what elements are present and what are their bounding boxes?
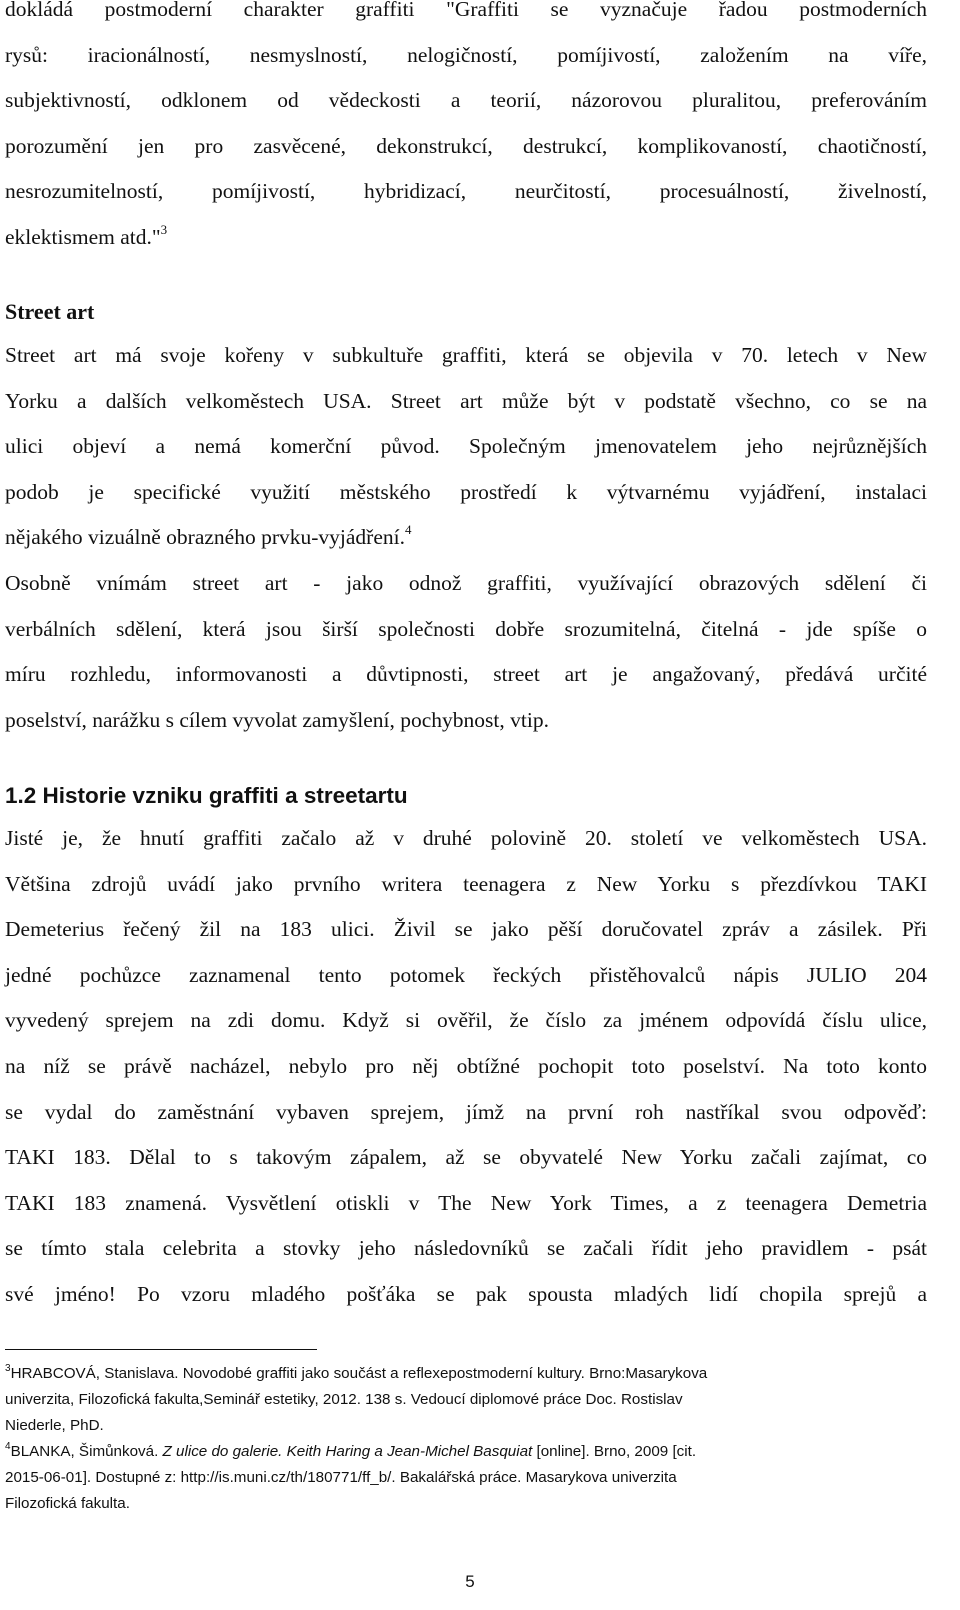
text-line: na níž se právě nacházel, nebylo pro něj obtížné pochopit toto poselství. Na toto konto bbox=[5, 1053, 927, 1078]
text-line: ulici objeví a nemá komerční původ. Společným jmenovatelem jeho nejrůznějších bbox=[5, 434, 927, 459]
footnote-line: Filozofická fakulta. bbox=[5, 1495, 130, 1512]
text-line: eklektismem atd." bbox=[5, 224, 161, 249]
page-number: 5 bbox=[465, 1572, 475, 1591]
text-line-with-footnote bbox=[5, 515, 927, 561]
footnote-line: univerzita, Filozofická fakulta,Seminář estetiky, 2012. 138 s. Vedoucí diplomové práce Doc. Rostislav bbox=[5, 1391, 683, 1408]
footnote-author: BLANKA, Šimůnková. bbox=[10, 1443, 163, 1460]
text-line: porozumění jen pro zasvěcené, dekonstrukcí, destrukcí, komplikovaností, chaotičností, bbox=[5, 133, 927, 158]
text-line: Demeterius řečený žil na 183 ulici. Živil se jako pěší doručovatel zpráv a zásilek. Při bbox=[5, 917, 927, 942]
footnote-3 bbox=[5, 1361, 935, 1439]
text-line: se tímto stala celebrita a stovky jeho následovníků se začali řídit jeho pravidlem - psát bbox=[5, 1236, 927, 1261]
text-line: se vydal do zaměstnání vybaven sprejem, jímž na první roh nastříkal svou odpověď: bbox=[5, 1099, 927, 1124]
text-line: TAKI 183. Dělal to s takovým zápalem, až se obyvatelé New Yorku začali zajímat, co bbox=[5, 1145, 927, 1170]
footnote-separator bbox=[5, 1349, 317, 1350]
text-line: poselství, narážku s cílem vyvolat zamyšlení, pochybnost, vtip. bbox=[5, 707, 549, 732]
footnote-text: [online]. Brno, 2009 [cit. bbox=[532, 1443, 697, 1460]
text-line: Osobně vnímám street art - jako odnož graffiti, využívající obrazových sdělení či bbox=[5, 571, 927, 595]
footnote-4 bbox=[5, 1439, 935, 1517]
text-line: verbálních sdělení, která jsou širší společnosti dobře srozumitelná, čitelná - jde spíše o bbox=[5, 616, 927, 641]
text-line: jedné pochůzce zaznamenal tento potomek řeckých přistěhovalců nápis JULIO 204 bbox=[5, 962, 927, 987]
text-line: dokládá postmoderní charakter graffiti "Graffiti se vyznačuje řadou postmoderních bbox=[5, 0, 927, 21]
text-line: podob je specifické využití městského prostředí k výtvarnému vyjádření, instalaci bbox=[5, 479, 927, 504]
text-line: Street art má svoje kořeny v subkultuře graffiti, která se objevila v 70. letech v New bbox=[5, 343, 927, 367]
text-line: Většina zdrojů uvádí jako prvního writera teenagera z New Yorku s přezdívkou TAKI bbox=[5, 871, 927, 896]
text-line-with-footnote bbox=[5, 215, 927, 261]
paragraph-postmodern-traits bbox=[5, 0, 927, 261]
footnote-number: 4 bbox=[5, 1440, 11, 1452]
text-line: vyvedený sprejem na zdi domu. Když si ověřil, že číslo za jménem odpovídá číslu ulice, bbox=[5, 1008, 927, 1033]
text-line: nějakého vizuálně obrazného prvku-vyjádření. bbox=[5, 525, 405, 550]
paragraph-street-art bbox=[5, 333, 927, 561]
footnote-line: Niederle, PhD. bbox=[5, 1417, 104, 1434]
footnote-ref-4[interactable]: 4 bbox=[404, 522, 412, 538]
footnote-title: Z ulice do galerie. Keith Haring a Jean-Michel Basquiat bbox=[162, 1443, 533, 1460]
footnote-number: 3 bbox=[5, 1362, 11, 1374]
text-line: Jisté je, že hnutí graffiti začalo až v druhé polovině 20. století ve velkoměstech USA. bbox=[5, 826, 927, 850]
text-line: své jméno! Po vzoru mladého pošťáka se pak spousta mladých lidí chopila sprejů a bbox=[5, 1281, 927, 1306]
section-heading: 1.2 Historie vzniku graffiti a streetartu bbox=[5, 783, 408, 808]
text-line: subjektivností, odklonem od vědeckosti a teorií, názorovou pluralitou, preferováním bbox=[5, 88, 927, 113]
paragraph-personal-view bbox=[5, 561, 927, 743]
footnote-line bbox=[5, 1361, 935, 1387]
footnote-line: 2015-06-01]. Dostupné z: http://is.muni.cz/th/180771/ff_b/. Bakalářská práce. Masarykova univerzita bbox=[5, 1469, 677, 1486]
text-line: míru rozhledu, informovanosti a důvtipnosti, street art je angažovaný, předává určité bbox=[5, 662, 927, 687]
text-line: Yorku a dalších velkoměstech USA. Street art může být v podstatě všechno, co se na bbox=[5, 388, 927, 413]
footnote-text: HRABCOVÁ, Stanislava. Novodobé graffiti jako součást a reflexepostmoderní kultury. Brno:Masarykova bbox=[10, 1365, 708, 1382]
text-line: nesrozumitelností, pomíjivostí, hybridizací, neurčitostí, procesuálností, živelností, bbox=[5, 179, 927, 204]
paragraph-history bbox=[5, 816, 927, 1318]
footnote-ref-3[interactable]: 3 bbox=[160, 221, 168, 237]
text-line: TAKI 183 znamená. Vysvětlení otiskli v The New York Times, a z teenagera Demetria bbox=[5, 1190, 927, 1215]
text-line: rysů: iracionálností, nesmyslností, nelogičností, pomíjivostí, založením na víře, bbox=[5, 42, 927, 67]
footnote-line bbox=[5, 1439, 935, 1465]
heading-street-art: Street art bbox=[5, 299, 95, 324]
